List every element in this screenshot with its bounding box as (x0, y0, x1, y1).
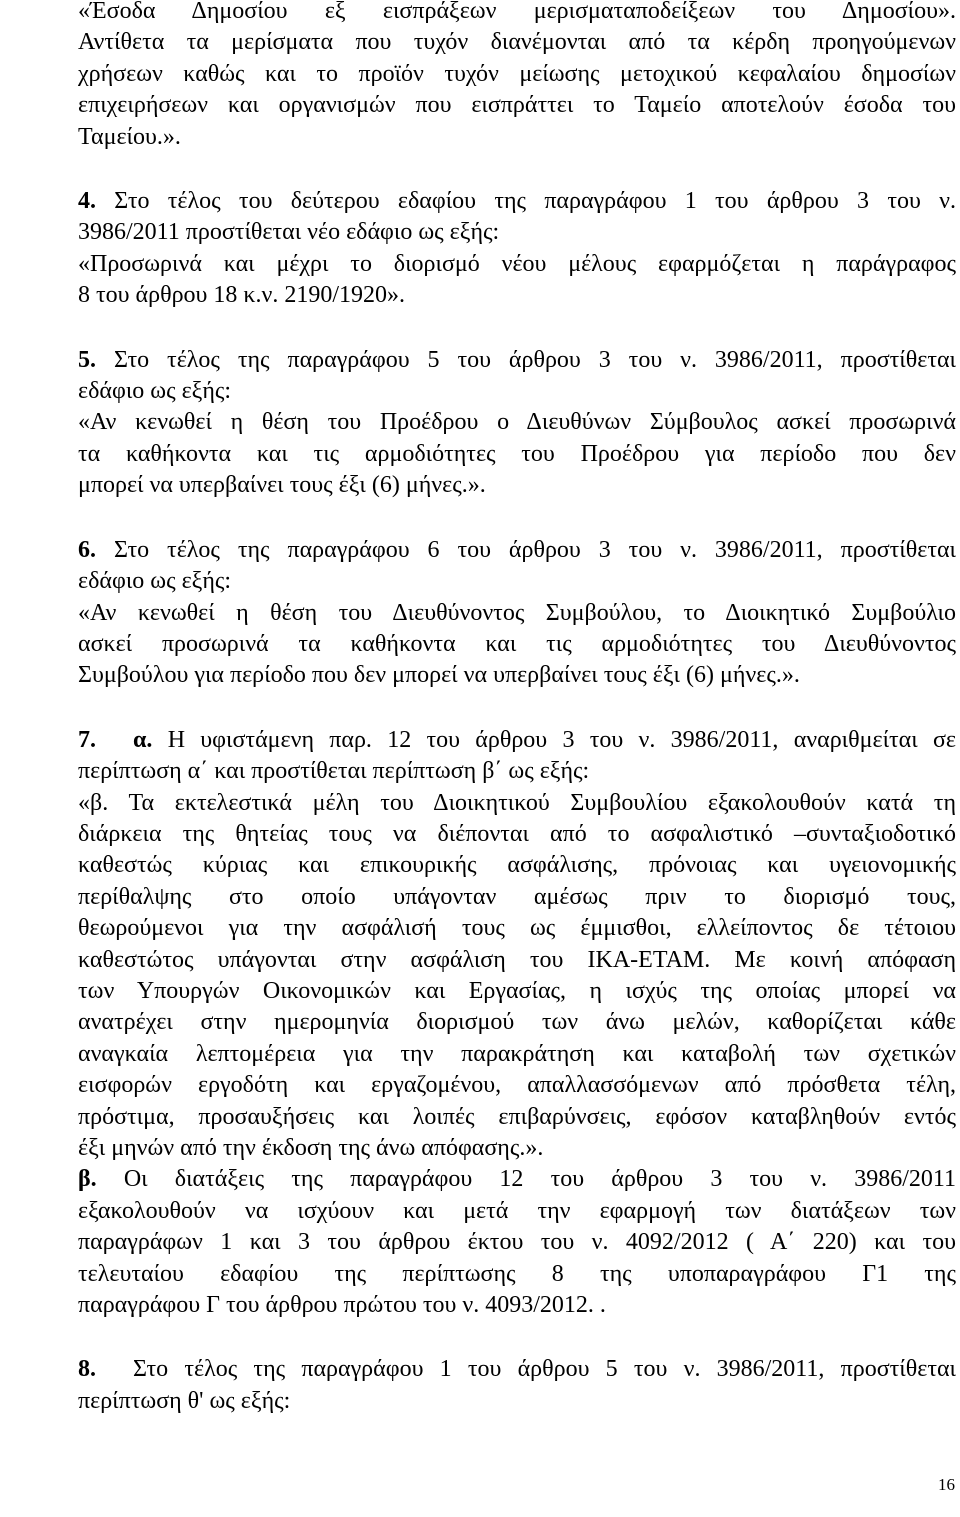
text-line (78, 186, 956, 217)
text-line: Συμβούλου για περίοδο που δεν μπορεί να υπερβαίνει τους έξι (6) μήνες.». (78, 662, 800, 689)
text-line: αναγκαία λεπτομέρεια για την παρακράτηση και καταβολή των σχετικών (78, 1040, 956, 1067)
text-line: τα καθήκοντα και τις αρμοδιότητες του Προέδρου για περίοδο που δεν (78, 440, 956, 467)
text-line: εδάφιο ως εξής: (78, 568, 232, 595)
item-6 (78, 535, 956, 692)
text-line (78, 1164, 956, 1195)
text-line: περίπτωση θ' ως εξής: (78, 1387, 291, 1414)
item-number: 4. (78, 188, 96, 215)
text-line: καθεστώτος υπάγονται στην ασφάλιση του ΙΚΑ-ΕΤΑΜ. Με κοινή απόφαση (78, 946, 956, 973)
subitem-label: β. (78, 1166, 97, 1193)
text-line: «Αν κενωθεί η θέση του Διευθύνοντος Συμβούλου, το Διοικητικό Συμβούλιο (78, 599, 956, 626)
continuation-paragraph (78, 0, 956, 153)
text-line: θεωρούμενοι για την ασφάλισή τους ως έμμισθοι, ελλείποντος δε τέτοιου (78, 915, 956, 942)
text-line: τελευταίου εδαφίου της περίπτωσης 8 της υποπαραγράφου Γ1 της (78, 1260, 956, 1287)
text-line: παραγράφου Γ του άρθρου πρώτου του ν. 4093/2012. . (78, 1292, 606, 1319)
text-line: μπορεί να υπερβαίνει τους έξι (6) μήνες.». (78, 472, 486, 499)
text-line: εισφορών εργοδότη και εργαζομένου, απαλλασσόμενων από πρόσθετα τέλη, (78, 1072, 956, 1099)
text-line: 8 του άρθρου 18 κ.ν. 2190/1920». (78, 282, 406, 309)
text-line: 3986/2011 προστίθεται νέο εδάφιο ως εξής: (78, 219, 500, 246)
item-number: 8. (78, 1356, 96, 1383)
text-line-content: Η υφιστάμενη παρ. 12 του άρθρου 3 του ν. 3986/2011, αναριθμείται σε (167, 726, 957, 753)
text-line (78, 535, 956, 566)
document-body (78, 0, 956, 1417)
text-line: Αντίθετα τα μερίσματα που τυχόν διανέμονται από τα κέρδη προηγούμενων (78, 29, 956, 56)
item-5 (78, 345, 956, 502)
text-line-content: Στο τέλος του δεύτερου εδαφίου της παραγράφου 1 του άρθρου 3 του ν. (114, 188, 957, 215)
text-line-content: Στο τέλος της παραγράφου 1 του άρθρου 5 του ν. 3986/2011, προστίθεται (133, 1356, 956, 1383)
text-line (78, 345, 956, 376)
text-line-content: Στο τέλος της παραγράφου 5 του άρθρου 3 του ν. 3986/2011, προστίθεται (113, 346, 956, 373)
page-number: 16 (938, 1475, 955, 1494)
item-8 (78, 1354, 956, 1417)
text-line: περίθαλψης στο οποίο υπάγονταν αμέσως πριν το διορισμό τους, (78, 883, 956, 910)
text-line: ασκεί προσωρινά τα καθήκοντα και τις αρμοδιότητες του Διευθύνοντος (78, 630, 956, 657)
text-line (78, 1354, 956, 1385)
item-number: 6. (78, 536, 96, 563)
text-line: «β. Τα εκτελεστικά μέλη του Διοικητικού Συμβουλίου εξακολουθούν κατά τη (78, 789, 956, 816)
text-line: διάρκεια της θητείας τους να διέπονται από το ασφαλιστικό –συνταξιοδοτικό (78, 820, 956, 847)
item-7 (78, 725, 956, 1322)
subitem-label: α. (133, 726, 153, 753)
text-line: «Αν κενωθεί η θέση του Προέδρου ο Διευθύνων Σύμβουλος ασκεί προσωρινά (78, 409, 956, 436)
text-line: ανατρέχει στην ημερομηνία διορισμού των άνω μελών, καθορίζεται κάθε (78, 1009, 956, 1036)
text-line: επιχειρήσεων και οργανισμών που εισπράττει το Ταμείο αποτελούν έσοδα του (78, 92, 956, 119)
text-line-content: Στο τέλος της παραγράφου 6 του άρθρου 3 του ν. 3986/2011, προστίθεται (113, 536, 956, 563)
text-line: καθεστώς κύριας και επικουρικής ασφάλισης, πρόνοιας και υγειονομικής (78, 852, 956, 879)
text-line: περίπτωση α΄ και προστίθεται περίπτωση β΄ ως εξής: (78, 758, 590, 785)
text-line: έξι μηνών από την έκδοση της άνω απόφασης.». (78, 1135, 544, 1161)
text-line: πρόστιμα, προσαυξήσεις και λοιπές επιβαρύνσεις, εφόσον καταβληθούν εντός (78, 1103, 956, 1130)
text-line: εδάφιο ως εξής: (78, 378, 232, 405)
item-number: 5. (78, 346, 96, 373)
text-line: χρήσεων καθώς και το προϊόν τυχόν μείωσης μετοχικού κεφαλαίου δημοσίων (78, 60, 956, 87)
item-4 (78, 186, 956, 312)
text-line: Ταμείου.». (78, 123, 181, 150)
text-line: των Υπουργών Οικονομικών και Εργασίας, η ισχύς της οποίας μπορεί να (78, 977, 956, 1004)
text-line: «Προσωρινά και μέχρι το διορισμό νέου μέλους εφαρμόζεται η παράγραφος (78, 250, 956, 277)
text-line: παραγράφων 1 και 3 του άρθρου έκτου του ν. 4092/2012 ( Α΄ 220) και του (78, 1229, 956, 1256)
text-line: εξακολουθούν να ισχύουν και μετά την εφαρμογή των διατάξεων των (78, 1197, 956, 1224)
text-line: «Έσοδα Δημοσίου εξ εισπράξεων μερισματαποδείξεων του Δημοσίου». (78, 0, 956, 24)
item-number: 7. (78, 726, 96, 753)
text-line (78, 725, 956, 756)
text-line-content: Οι διατάξεις της παραγράφου 12 του άρθρου 3 του ν. 3986/2011 (123, 1166, 956, 1193)
